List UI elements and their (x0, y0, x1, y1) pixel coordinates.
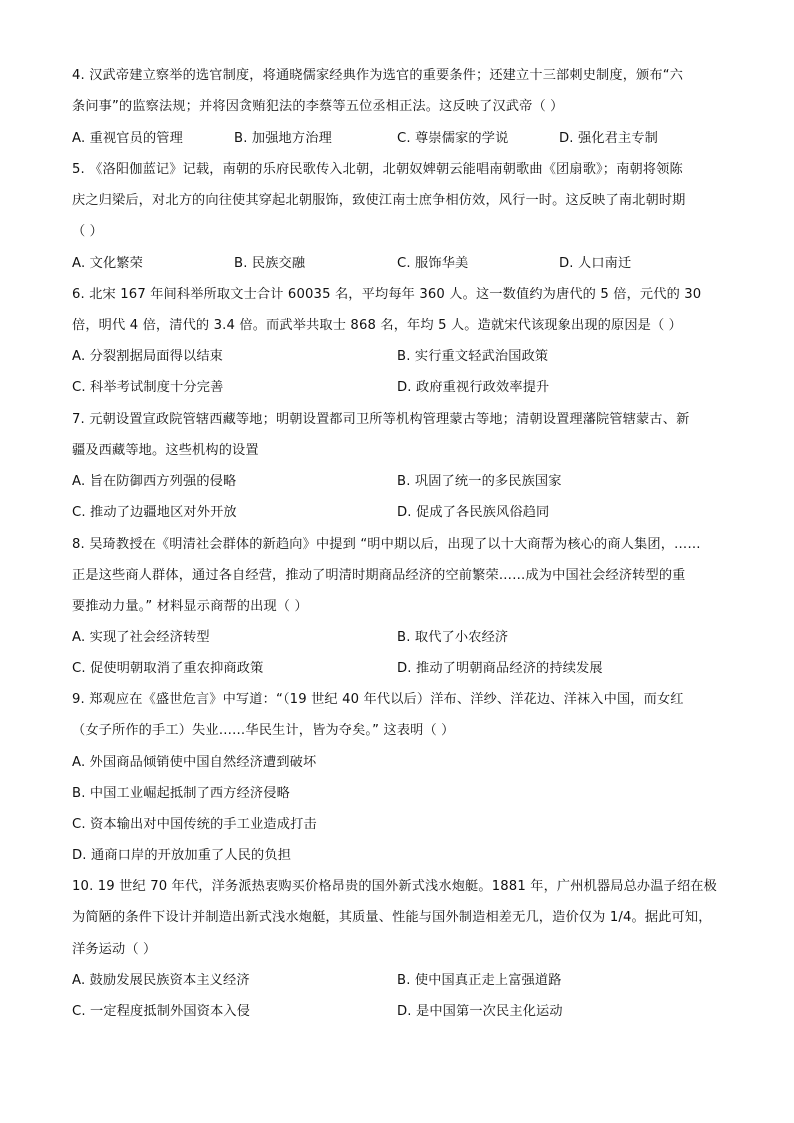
question-5-stem-line-1: 5. 《洛阳伽蓝记》记载，南朝的乐府民歌传入北朝，北朝奴婢朝云能唱南朝歌曲《团扇歌》；南朝将领陈 (72, 162, 683, 177)
question-4-stem-line-1: 4. 汉武帝建立察举的选官制度，将通晓儒家经典作为选官的重要条件；还建立十三部刺史制度，颁布“六 (72, 68, 684, 83)
question-9-stem-line-1: 9. 郑观应在《盛世危言》中写道：“（19 世纪 40 年代以后）洋布、洋纱、洋花边、洋袜入中国，而女红 (72, 692, 684, 707)
question-4-option-c[interactable]: C. 尊崇儒家的学说 (397, 131, 509, 146)
question-10-stem-line-2: 为简陋的条件下设计并制造出新式浅水炮艇，其质量、性能与国外制造相差无几，造价仅为 1/4。据此可知， (72, 910, 712, 925)
question-7-option-a[interactable]: A. 旨在防御西方列强的侵略 (72, 474, 237, 489)
question-10-option-c[interactable]: C. 一定程度抵制外国资本入侵 (72, 1004, 251, 1019)
question-8-option-b[interactable]: B. 取代了小农经济 (397, 630, 509, 645)
question-4-stem-line-2: 条问事”的监察法规；并将因贪贿犯法的李蔡等五位丞相正法。这反映了汉武帝（ ） (72, 99, 564, 114)
question-7-option-d[interactable]: D. 促成了各民族风俗趋同 (397, 505, 550, 520)
question-8-stem-line-2: 正是这些商人群体，通过各自经营，推动了明清时期商品经济的空前繁荣……成为中国社会经济转型的重 (72, 568, 686, 583)
question-6-option-b[interactable]: B. 实行重文轻武治国政策 (397, 349, 549, 364)
question-10-option-b[interactable]: B. 使中国真正走上富强道路 (397, 973, 562, 988)
question-6-option-c[interactable]: C. 科举考试制度十分完善 (72, 380, 224, 395)
question-9-option-d[interactable]: D. 通商口岸的开放加重了人民的负担 (72, 848, 292, 863)
question-10-stem-line-1: 10. 19 世纪 70 年代，洋务派热衷购买价格昂贵的国外新式浅水炮艇。1881 年，广州机器局总办温子绍在极 (72, 879, 717, 894)
question-9-stem-line-2: （女子所作的手工）失业……华民生计，皆为夺矣。” 这表明（ ） (72, 723, 455, 738)
question-7-stem-line-1: 7. 元朝设置宣政院管辖西藏等地；明朝设置都司卫所等机构管理蒙古等地；清朝设置理藩院管辖蒙古、新 (72, 412, 690, 427)
question-5-option-d[interactable]: D. 人口南迁 (559, 256, 632, 271)
question-8-stem-line-3: 要推动力量。” 材料显示商帮的出现（ ） (72, 599, 308, 614)
question-8-option-c[interactable]: C. 促使明朝取消了重农抑商政策 (72, 661, 264, 676)
question-8-option-a[interactable]: A. 实现了社会经济转型 (72, 630, 210, 645)
question-9-option-c[interactable]: C. 资本输出对中国传统的手工业造成打击 (72, 817, 317, 832)
question-5-option-c[interactable]: C. 服饰华美 (397, 256, 469, 271)
question-7-option-c[interactable]: C. 推动了边疆地区对外开放 (72, 505, 237, 520)
question-7-option-b[interactable]: B. 巩固了统一的多民族国家 (397, 474, 562, 489)
question-8-option-d[interactable]: D. 推动了明朝商品经济的持续发展 (397, 661, 603, 676)
question-9-option-a[interactable]: A. 外国商品倾销使中国自然经济遭到破坏 (72, 755, 317, 770)
question-6-stem-line-2: 倍，明代 4 倍，清代的 3.4 倍。而武举共取士 868 名，年均 5 人。造就宋代该现象出现的原因是（ ） (72, 318, 683, 333)
question-5-option-a[interactable]: A. 文化繁荣 (72, 256, 143, 271)
question-4-option-d[interactable]: D. 强化君主专制 (559, 131, 659, 146)
question-4-option-a[interactable]: A. 重视官员的管理 (72, 131, 183, 146)
question-6-stem-line-1: 6. 北宋 167 年间科举所取文士合计 60035 名，平均每年 360 人。这一数值约为唐代的 5 倍，元代的 30 (72, 287, 702, 302)
question-10-stem-line-3: 洋务运动（ ） (72, 942, 157, 957)
question-6-option-d[interactable]: D. 政府重视行政效率提升 (397, 380, 550, 395)
question-10-option-d[interactable]: D. 是中国第一次民主化运动 (397, 1004, 563, 1019)
question-4-option-b[interactable]: B. 加强地方治理 (234, 131, 332, 146)
question-5-option-b[interactable]: B. 民族交融 (234, 256, 306, 271)
question-10-option-a[interactable]: A. 鼓励发展民族资本主义经济 (72, 973, 250, 988)
question-6-option-a[interactable]: A. 分裂割据局面得以结束 (72, 349, 223, 364)
question-7-stem-line-2: 疆及西藏等地。这些机构的设置 (72, 443, 259, 458)
question-9-option-b[interactable]: B. 中国工业崛起抵制了西方经济侵略 (72, 786, 290, 801)
question-5-stem-line-2: 庆之归梁后，对北方的向往使其穿起北朝服饰，致使江南士庶争相仿效，风行一时。这反映了南北朝时期 (72, 193, 686, 208)
question-5-stem-line-3: （ ） (72, 224, 104, 239)
question-8-stem-line-1: 8. 吴琦教授在《明清社会群体的新趋向》中提到 “明中期以后，出现了以十大商帮为核心的商人集团，…… (72, 537, 701, 552)
